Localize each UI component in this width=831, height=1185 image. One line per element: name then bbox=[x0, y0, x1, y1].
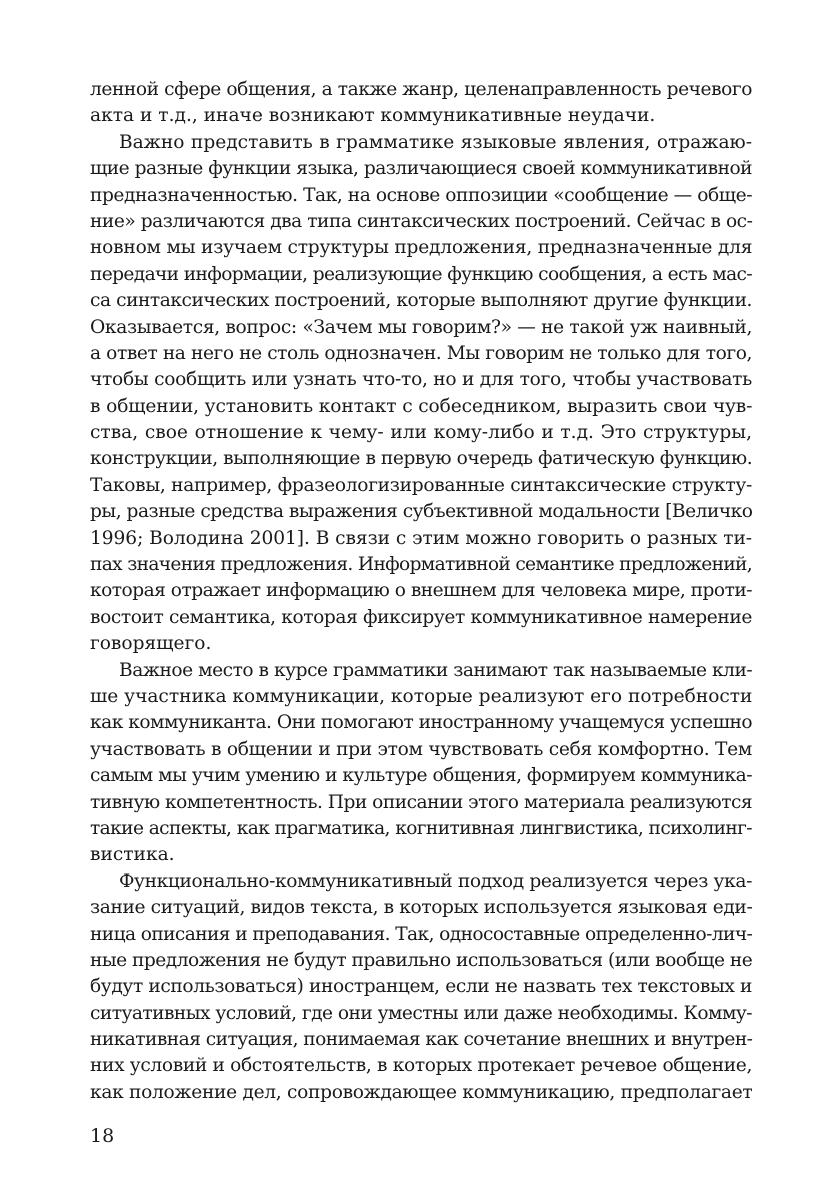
text-line: конструкции, выполняющие в первую очередь фатическую функцию. bbox=[90, 448, 753, 470]
paragraph-4 bbox=[90, 869, 752, 1107]
text-line: ние» различаются два типа синтаксических построений. Сейчас в ос- bbox=[90, 210, 753, 232]
text-line: са синтаксических построений, которые выполняют другие функции. bbox=[90, 290, 752, 312]
text-line: участвовать в общении и при этом чувствовать себя комфортно. Тем bbox=[90, 738, 752, 760]
text-line: акта и т.д., иначе возникают коммуникативные неудачи. bbox=[90, 105, 656, 127]
page-body bbox=[90, 77, 752, 1106]
text-line: такие аспекты, как прагматика, когнитивная лингвистика, психолинг- bbox=[90, 817, 752, 839]
text-line: ше участника коммуникации, которые реализуют его потребности bbox=[90, 685, 753, 707]
text-line: ры, разные средства выражения субъективной модальности [Величко bbox=[90, 501, 753, 523]
paragraph-2 bbox=[90, 130, 752, 658]
paragraph-3 bbox=[90, 658, 752, 869]
text-line: как коммуниканта. Они помогают иностранному учащемуся успешно bbox=[90, 712, 753, 734]
text-line: Важное место в курсе грамматики занимают так называемые кли- bbox=[119, 659, 753, 681]
paragraph-1 bbox=[90, 77, 752, 130]
text-line: пах значения предложения. Информативной семантике предложений, bbox=[90, 554, 752, 576]
text-line: говорящего. bbox=[90, 633, 212, 655]
page-number: 18 bbox=[90, 1125, 115, 1147]
text-line: ные предложения не будут правильно использоваться (или вообще не bbox=[90, 949, 753, 971]
text-line: никативная ситуация, понимаемая как сочетание внешних и внутрен- bbox=[90, 1029, 753, 1051]
text-line: предназначенностью. Так, на основе оппозиции «сообщение — обще- bbox=[90, 184, 753, 206]
text-line: них условий и обстоятельств, в которых протекает речевое общение, bbox=[90, 1055, 752, 1077]
text-line: самым мы учим умению и культуре общения, формируем коммуника- bbox=[90, 765, 752, 787]
text-line: ситуативных условий, где они уместны или даже необходимы. Комму- bbox=[90, 1002, 752, 1024]
text-line: вистика. bbox=[90, 844, 175, 866]
text-line: чтобы сообщить или узнать что-то, но и для того, чтобы участвовать bbox=[90, 369, 752, 391]
text-line: Функционально-коммуникативный подход реализуется через ука- bbox=[119, 870, 752, 892]
text-line: в общении, установить контакт с собеседником, выразить свои чув- bbox=[90, 395, 753, 417]
text-line: Важно представить в грамматике языковые явления, отражаю- bbox=[119, 131, 752, 153]
text-line: 1996; Володина 2001]. В связи с этим можно говорить о разных ти- bbox=[90, 527, 752, 549]
text-line: щие разные функции языка, различающиеся своей коммуникативной bbox=[90, 158, 752, 180]
text-line: а ответ на него не столь однозначен. Мы говорим не только для того, bbox=[90, 342, 752, 364]
text-line: востоит семантика, которая фиксирует коммуникативное намерение bbox=[90, 606, 752, 628]
text-line: ленной сфере общения, а также жанр, целенаправленность речевого bbox=[90, 79, 752, 100]
text-line: Оказывается, вопрос: «Зачем мы говорим?» — не такой уж наивный, bbox=[90, 316, 753, 338]
text-line: как положение дел, сопровождающее коммуникацию, предполагает bbox=[90, 1081, 753, 1103]
text-line: передачи информации, реализующие функцию сообщения, а есть мас- bbox=[90, 263, 752, 285]
text-line: ства, свое отношение к чему- или кому-либо и т.д. Это структуры, bbox=[90, 422, 752, 444]
text-line: будут использоваться) иностранцем, если не назвать тех текстовых и bbox=[90, 976, 752, 998]
text-line: новном мы изучаем структуры предложения, предназначенные для bbox=[90, 237, 753, 259]
text-line: Таковы, например, фразеологизированные синтаксические структу- bbox=[90, 474, 752, 496]
text-line: тивную компетентность. При описании этого материала реализуются bbox=[90, 791, 753, 813]
text-line: которая отражает информацию о внешнем для человека мире, проти- bbox=[90, 580, 752, 602]
text-line: ница описания и преподавания. Так, односоставные определенно-лич- bbox=[90, 923, 753, 945]
text-line: зание ситуаций, видов текста, в которых используется языковая еди- bbox=[90, 897, 753, 919]
